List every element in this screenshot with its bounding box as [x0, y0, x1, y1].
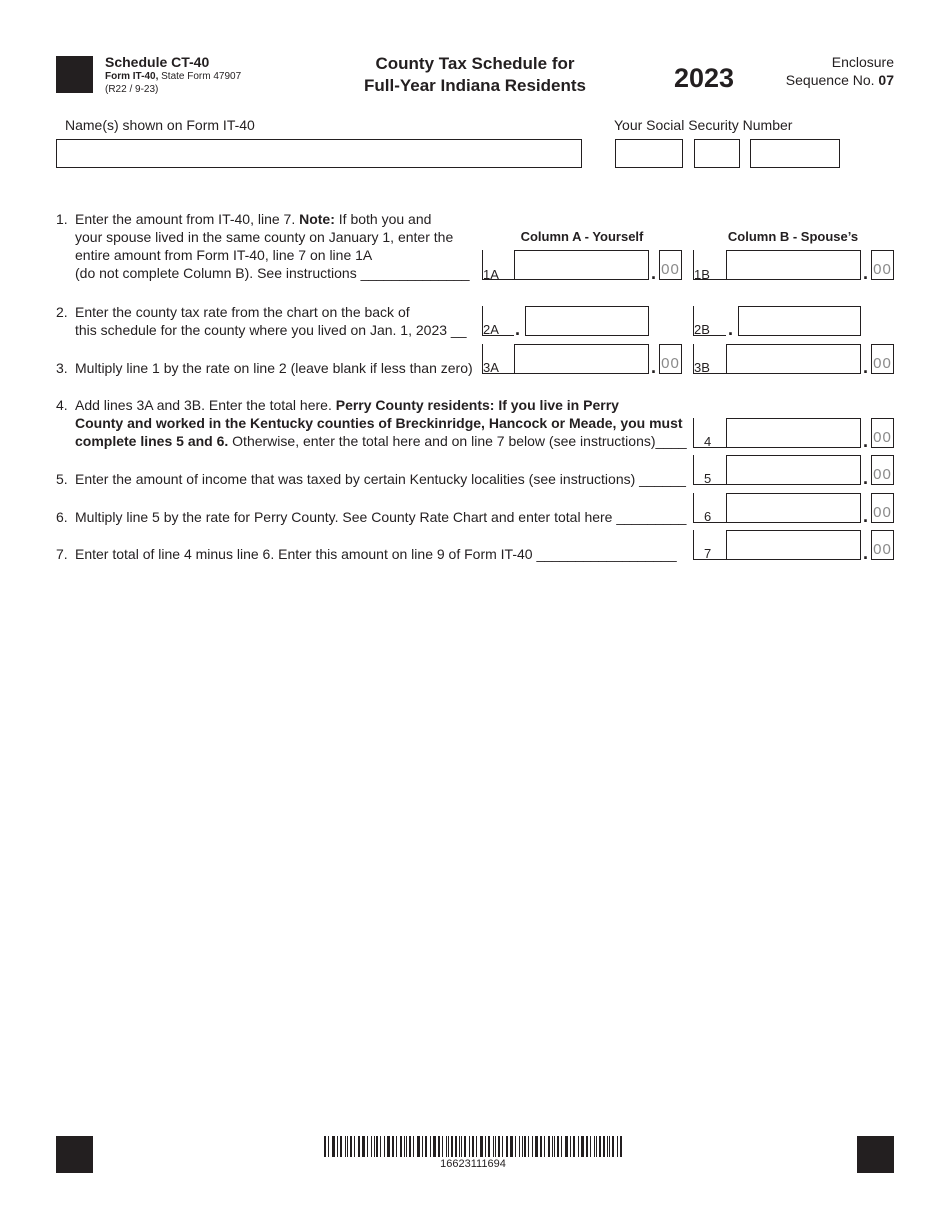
line-7-number: 7. — [56, 546, 68, 562]
line-1a-amount-field[interactable] — [514, 250, 649, 280]
barcode-bar — [425, 1136, 427, 1157]
barcode-bar — [493, 1136, 494, 1157]
barcode-bar — [570, 1136, 571, 1157]
barcode-bar — [498, 1136, 500, 1157]
line-4-cents: 00 — [871, 418, 894, 448]
line-4-text-a-pre: Add lines 3A and 3B. Enter the total here. — [75, 397, 336, 413]
barcode-bar — [459, 1136, 460, 1157]
line-1-note: Note: — [299, 211, 335, 227]
barcode-bar — [506, 1136, 508, 1157]
line-3b-cents: 00 — [871, 344, 894, 374]
names-label: Name(s) shown on Form IT-40 — [65, 117, 255, 133]
barcode-bar — [519, 1136, 520, 1157]
sequence-value: 07 — [878, 72, 894, 88]
ssn-field-part2[interactable] — [694, 139, 740, 168]
line-1-text-a-post: If both you and — [334, 211, 432, 227]
line-1-number: 1. — [56, 211, 68, 227]
line-7-code: 7 — [704, 546, 712, 561]
line-4-decimal: . — [863, 431, 869, 451]
line-1a-cents: 00 — [659, 250, 682, 280]
line-3a-cents: 00 — [659, 344, 682, 374]
barcode — [324, 1136, 622, 1157]
barcode-bar — [617, 1136, 618, 1157]
line-5-code: 5 — [704, 471, 712, 486]
barcode-bar — [350, 1136, 352, 1157]
barcode-bar — [528, 1136, 529, 1157]
barcode-bar — [535, 1136, 538, 1157]
barcode-bar — [464, 1136, 466, 1157]
barcode-bar — [422, 1136, 423, 1157]
barcode-bar — [362, 1136, 365, 1157]
barcode-bar — [609, 1136, 610, 1157]
barcode-bar — [380, 1136, 381, 1157]
barcode-bar — [396, 1136, 397, 1157]
column-b-header: Column B - Spouse’s — [727, 229, 859, 244]
sequence-number — [760, 71, 894, 89]
form-revision: (R22 / 9-23) — [105, 84, 159, 95]
barcode-bar — [510, 1136, 513, 1157]
barcode-bar — [590, 1136, 591, 1157]
barcode-bar — [409, 1136, 411, 1157]
line-5-decimal: . — [863, 468, 869, 488]
barcode-bar — [367, 1136, 368, 1157]
barcode-bar — [480, 1136, 483, 1157]
barcode-bar — [472, 1136, 474, 1157]
barcode-bar — [502, 1136, 503, 1157]
form-reference — [105, 71, 241, 82]
registration-mark-bottom-right — [857, 1136, 894, 1173]
line-5-text: Enter the amount of income that was taxed by certain Kentucky localities (see instructions) ______ — [75, 471, 686, 487]
barcode-bar — [548, 1136, 550, 1157]
barcode-bar — [345, 1136, 346, 1157]
barcode-bar — [332, 1136, 335, 1157]
barcode-bar — [438, 1136, 440, 1157]
enclosure-sequence — [760, 53, 894, 89]
barcode-bar — [455, 1136, 457, 1157]
barcode-bar — [451, 1136, 453, 1157]
line-2b-rate-field[interactable] — [738, 306, 861, 336]
line-4-text-b: County and worked in the Kentucky counties of Breckinridge, Hancock or Meade, you must — [75, 415, 683, 431]
barcode-bar — [565, 1136, 568, 1157]
line-4-text-c — [75, 432, 687, 450]
barcode-bar — [430, 1136, 431, 1157]
registration-mark-bottom-left — [56, 1136, 93, 1173]
barcode-bar — [417, 1136, 420, 1157]
line-6-amount-field[interactable] — [726, 493, 861, 523]
line-7-cents: 00 — [871, 530, 894, 560]
barcode-bar — [495, 1136, 496, 1157]
barcode-bar — [433, 1136, 436, 1157]
barcode-bar — [552, 1136, 553, 1157]
enclosure-label: Enclosure — [831, 54, 894, 70]
barcode-bar — [371, 1136, 372, 1157]
barcode-bar — [358, 1136, 360, 1157]
line-4-text-a-bold: Perry County residents: If you live in Perry — [335, 397, 619, 413]
line-2b-code: 2B — [694, 322, 710, 337]
line-6-decimal: . — [863, 506, 869, 526]
line-2a-code: 2A — [483, 322, 499, 337]
barcode-bar — [387, 1136, 390, 1157]
barcode-bar — [328, 1136, 329, 1157]
barcode-bar — [488, 1136, 490, 1157]
line-1-text-a — [75, 210, 470, 228]
line-7-amount-field[interactable] — [726, 530, 861, 560]
line-2b-decimal: . — [728, 319, 734, 339]
line-6-number: 6. — [56, 509, 68, 525]
barcode-bar — [599, 1136, 601, 1157]
line-1b-code: 1B — [694, 267, 710, 282]
line-1a-decimal: . — [651, 263, 657, 283]
form-title — [330, 53, 620, 97]
line-3-number: 3. — [56, 360, 68, 376]
barcode-bar — [337, 1136, 338, 1157]
column-a-header: Column A - Yourself — [520, 229, 644, 244]
barcode-bar — [532, 1136, 533, 1157]
line-3a-decimal: . — [651, 357, 657, 377]
ssn-label: Your Social Security Number — [614, 117, 793, 133]
line-1a-code: 1A — [483, 267, 499, 282]
barcode-bar — [376, 1136, 378, 1157]
barcode-bar — [406, 1136, 407, 1157]
ssn-field-part1[interactable] — [615, 139, 683, 168]
line-1b-amount-field[interactable] — [726, 250, 861, 280]
line-4-number: 4. — [56, 397, 68, 413]
barcode-bar — [581, 1136, 584, 1157]
line-1b-cents: 00 — [871, 250, 894, 280]
barcode-bar — [446, 1136, 447, 1157]
line-5-amount-field[interactable] — [726, 455, 861, 485]
barcode-bar — [413, 1136, 414, 1157]
line-2-text-b: this schedule for the county where you lived on Jan. 1, 2023 __ — [75, 322, 467, 338]
barcode-bar — [384, 1136, 385, 1157]
barcode-bar — [561, 1136, 562, 1157]
barcode-bar — [476, 1136, 477, 1157]
line-5-cents: 00 — [871, 455, 894, 485]
tax-year: 2023 — [674, 63, 735, 93]
barcode-bar — [461, 1136, 462, 1157]
line-6-cents: 00 — [871, 493, 894, 523]
line-1-text — [75, 210, 470, 282]
line-2a-rate-field[interactable] — [525, 306, 649, 336]
line-2a-decimal: . — [515, 319, 521, 339]
line-1b-decimal: . — [863, 263, 869, 283]
line-2-text — [75, 303, 466, 339]
barcode-bar — [540, 1136, 542, 1157]
line-4-amount-field[interactable] — [726, 418, 861, 448]
barcode-bar — [612, 1136, 614, 1157]
barcode-bar — [374, 1136, 375, 1157]
line-4-text-c-bold: complete lines 5 and 6. — [75, 433, 229, 449]
registration-mark-top-left — [56, 56, 93, 93]
line-1-text-c: entire amount from Form IT-40, line 7 on line 1A — [75, 247, 373, 263]
barcode-bar — [596, 1136, 597, 1157]
line-4-text-c-post: Otherwise, enter the total here and on line 7 below (see instructions)____ — [228, 433, 687, 449]
line-7-decimal: . — [863, 543, 869, 563]
barcode-bar — [573, 1136, 575, 1157]
line-3b-code: 3B — [694, 360, 710, 375]
barcode-number: 16623111694 — [440, 1158, 506, 1170]
form-reference-bold: Form IT-40, — [105, 71, 159, 82]
sequence-label: Sequence No. — [785, 72, 879, 88]
barcode-bar — [392, 1136, 394, 1157]
line-3a-amount-field[interactable] — [514, 344, 649, 374]
line-5-number: 5. — [56, 471, 68, 487]
line-6-code: 6 — [704, 509, 712, 524]
form-title-line2: Full-Year Indiana Residents — [363, 76, 586, 95]
barcode-bar — [485, 1136, 486, 1157]
barcode-bar — [594, 1136, 595, 1157]
barcode-bar — [554, 1136, 555, 1157]
barcode-bar — [524, 1136, 526, 1157]
line-1-text-d: (do not complete Column B). See instructions ______________ — [75, 265, 470, 281]
barcode-bar — [522, 1136, 523, 1157]
schedule-name: Schedule CT-40 — [105, 54, 210, 70]
names-field[interactable] — [56, 139, 582, 168]
barcode-bar — [400, 1136, 402, 1157]
barcode-bar — [340, 1136, 342, 1157]
barcode-bar — [544, 1136, 545, 1157]
line-4-code: 4 — [704, 434, 712, 449]
line-2-number: 2. — [56, 304, 68, 320]
form-title-line1: County Tax Schedule for — [375, 54, 575, 73]
line-3-text: Multiply line 1 by the rate on line 2 (leave blank if less than zero) — [75, 360, 473, 376]
barcode-bar — [607, 1136, 608, 1157]
barcode-bar — [404, 1136, 405, 1157]
barcode-bar — [603, 1136, 605, 1157]
line-2-text-a: Enter the county tax rate from the chart on the back of — [75, 304, 410, 320]
barcode-bar — [515, 1136, 516, 1157]
barcode-bar — [557, 1136, 559, 1157]
line-7-text: Enter total of line 4 minus line 6. Enter this amount on line 9 of Form IT-40 __________________ — [75, 546, 677, 562]
line-3b-decimal: . — [863, 357, 869, 377]
line-4-text — [75, 396, 687, 450]
barcode-bar — [469, 1136, 470, 1157]
line-1-text-b: your spouse lived in the same county on January 1, enter the — [75, 229, 454, 245]
barcode-bar — [324, 1136, 326, 1157]
line-1-text-a-pre: Enter the amount from IT-40, line 7. — [75, 211, 300, 227]
line-3b-amount-field[interactable] — [726, 344, 861, 374]
line-3a-code: 3A — [483, 360, 499, 375]
barcode-bar — [442, 1136, 443, 1157]
form-reference-rest: State Form 47907 — [158, 71, 242, 82]
barcode-bar — [347, 1136, 348, 1157]
barcode-bar — [448, 1136, 449, 1157]
barcode-bar — [354, 1136, 355, 1157]
barcode-bar — [578, 1136, 579, 1157]
ssn-field-part3[interactable] — [750, 139, 840, 168]
line-6-text: Multiply line 5 by the rate for Perry County. See County Rate Chart and enter total here _________ — [75, 509, 687, 525]
barcode-bar — [620, 1136, 622, 1157]
line-4-text-a — [75, 396, 687, 414]
barcode-bar — [586, 1136, 588, 1157]
